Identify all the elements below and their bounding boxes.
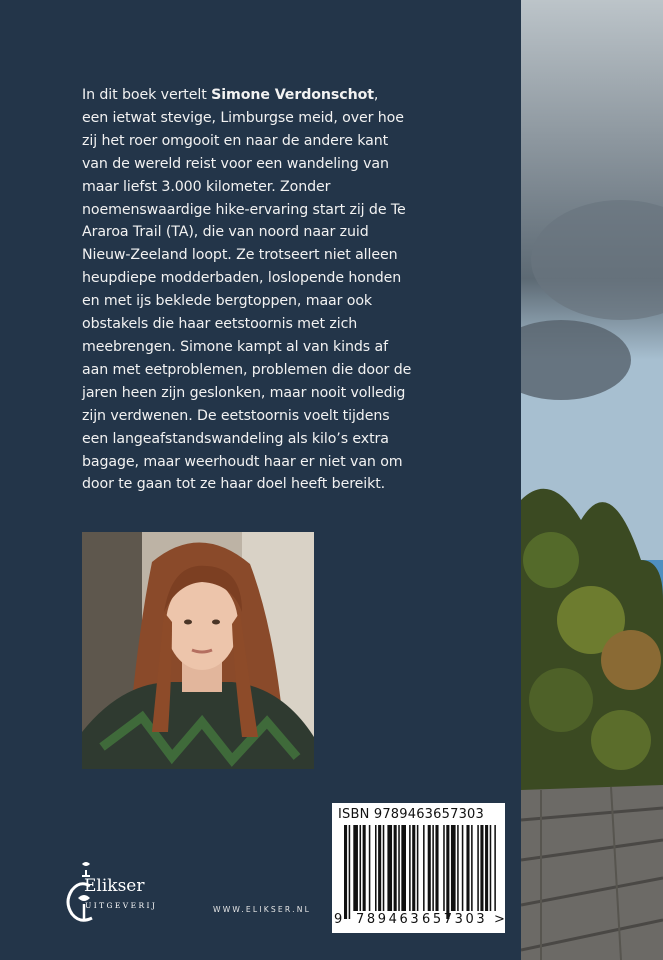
barcode-bar — [394, 825, 397, 911]
publisher-website: WWW.ELIKSER.NL — [213, 905, 312, 914]
blurb-body: , een ietwat stevige, Limburgse meid, over hoe zij het roer omgooit en naar de andere kant van de wereld reist voor een wandeling van maar liefst 3.000 kilometer. Zonder noemenswaardige hike-ervaring start zij de Te Araroa Trail (TA), die van noord naar zuid Nieuw-Zeeland loopt. Ze trotseert niet alleen heupdiepe modderbaden, loslopende honden en met ijs beklede bergtoppen, maar ook obstakels die haar eetstoornis met zich meebrengen. Simone kampt al van kinds af aan met eetproblemen, problemen die door de jaren heen zijn geslonken, maar nooit volledig zijn verdwenen. De eetstoornis voelt tijdens een langeafstandswandeling als kilo’s extra bagage, maar weerhoudt haar er niet van om door te gaan tot ze haar doel heeft bereikt. — [82, 87, 412, 493]
barcode-bar — [428, 825, 431, 911]
barcode-bar — [477, 825, 479, 911]
barcode-bar — [375, 825, 377, 911]
barcode-bar — [494, 825, 496, 911]
barcode-bar — [471, 825, 473, 911]
barcode-bar — [369, 825, 371, 911]
book-blurb — [82, 84, 502, 496]
barcode-bar — [443, 825, 445, 911]
publisher-subtitle: UITGEVERIJ — [85, 901, 158, 910]
barcode-bar — [398, 825, 400, 911]
barcode-digit-first: 9 — [334, 912, 343, 927]
barcode-bar — [412, 825, 415, 911]
publisher-name: Elikser — [84, 876, 145, 896]
barcode-bar — [485, 825, 488, 911]
barcode-bar — [349, 825, 351, 919]
author-name: Simone Verdonschot — [211, 87, 374, 103]
barcode-bar — [383, 825, 385, 911]
author-photo — [82, 532, 314, 769]
barcode-bar — [490, 825, 492, 911]
barcode-bar — [423, 825, 425, 911]
barcode-digits-group-2: 657303 — [422, 912, 488, 927]
wraparound-landscape-photo — [521, 0, 663, 960]
barcode-bar — [480, 825, 483, 911]
barcode-bar — [432, 825, 434, 911]
barcode-bar — [363, 825, 366, 911]
barcode-bar — [401, 825, 406, 911]
barcode-bar — [417, 825, 419, 911]
barcode-bar — [446, 825, 449, 919]
author-portrait-illustration — [82, 532, 314, 769]
barcode-digits-group-1: 789463 — [356, 912, 422, 927]
barcode-bar — [451, 825, 456, 911]
blurb-lead: In dit boek vertelt — [82, 87, 212, 103]
barcode-bar — [360, 825, 362, 911]
barcode-bar — [435, 825, 438, 911]
barcode-bar — [457, 825, 459, 911]
barcode-bar — [466, 825, 469, 911]
barcode-bar — [344, 825, 347, 919]
landscape-illustration — [521, 0, 663, 960]
barcode-bar — [378, 825, 381, 911]
barcode-bar — [409, 825, 411, 911]
barcode-bar — [462, 825, 464, 911]
barcode-bar — [353, 825, 358, 911]
barcode-bar — [387, 825, 392, 911]
isbn-label: ISBN 9789463657303 — [338, 807, 484, 822]
barcode-digits-suffix: > — [494, 912, 505, 927]
